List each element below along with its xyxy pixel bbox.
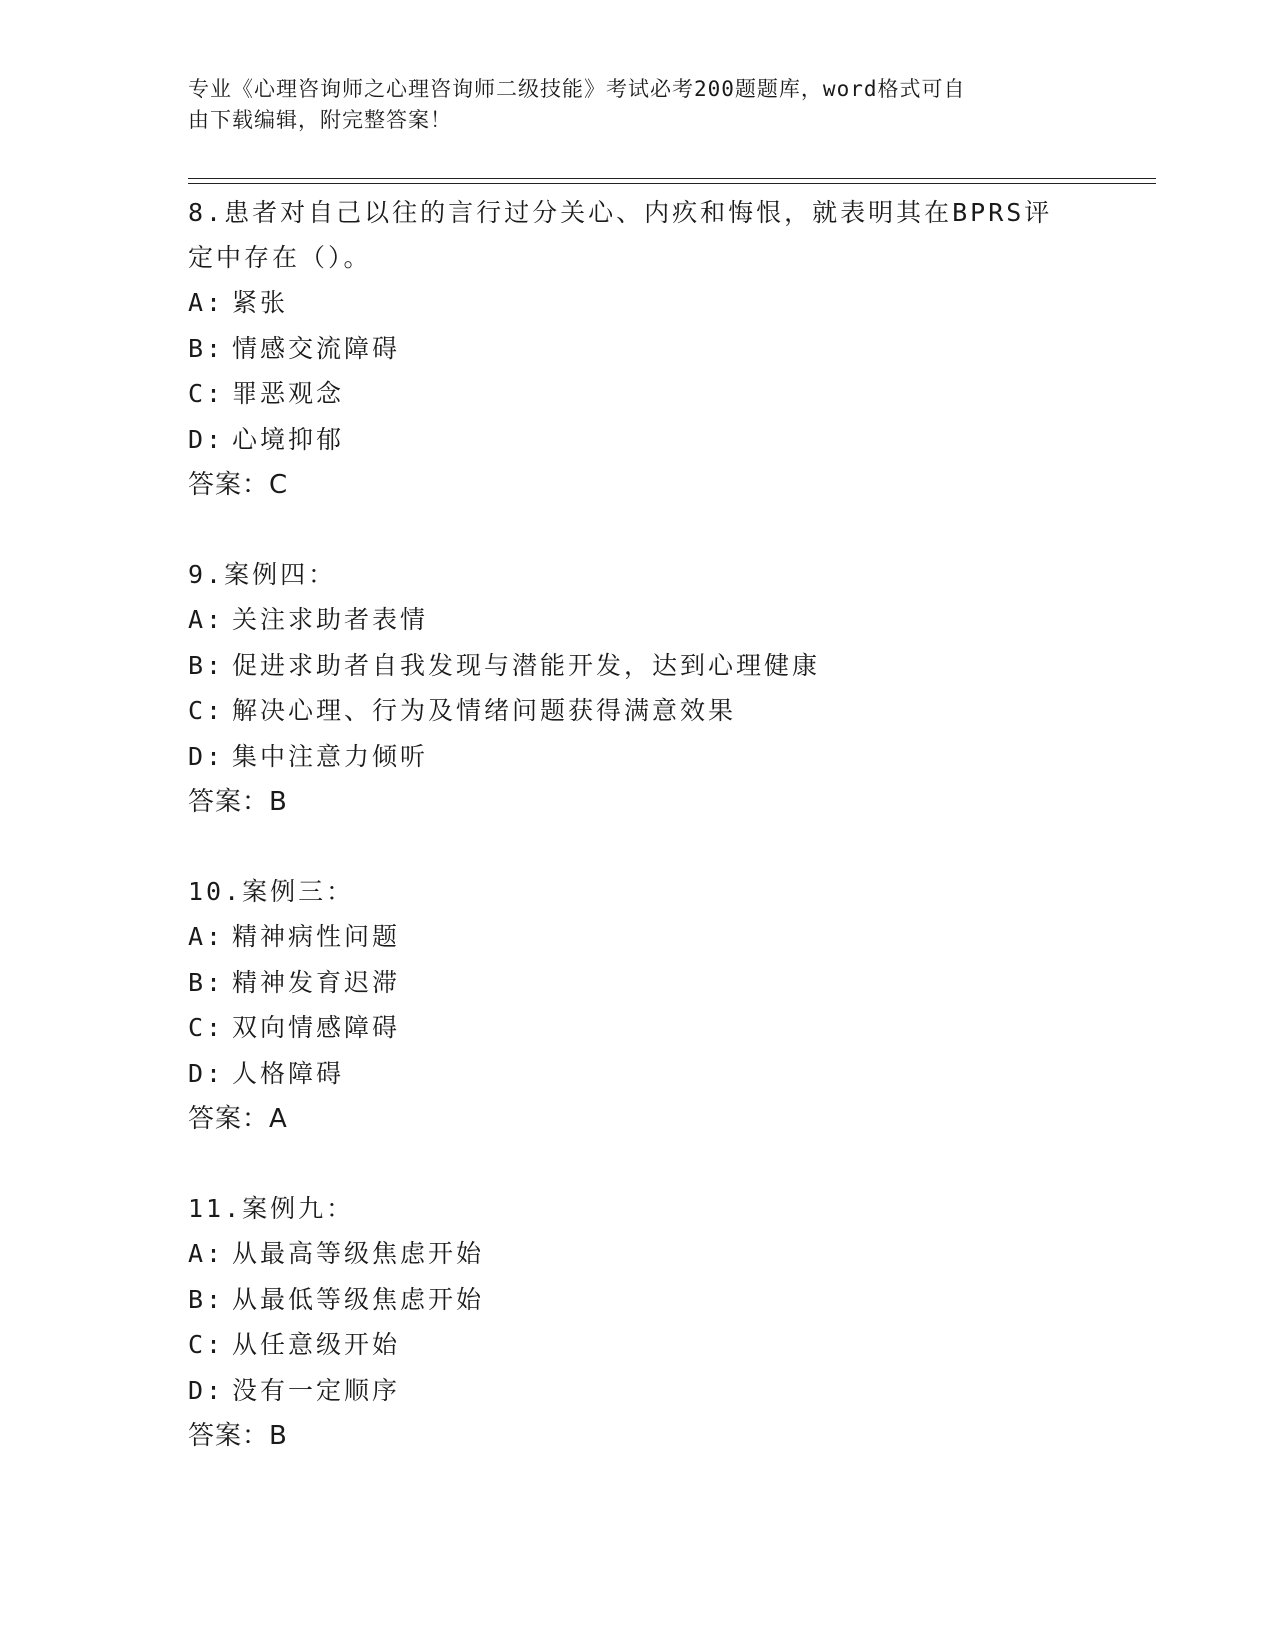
question-9 (188, 552, 1088, 825)
option-key: B: (188, 333, 225, 363)
answer-line: 答案：B (188, 1421, 288, 1451)
option-text: 关注求助者表情 (232, 605, 429, 634)
option-key: C: (188, 1013, 225, 1042)
option-key: A: (188, 605, 225, 634)
header-line-2: 由下载编辑，附完整答案！ (188, 108, 452, 132)
option-key: D: (188, 1058, 225, 1088)
option-a (188, 914, 1088, 960)
question-list (188, 190, 1088, 1503)
header-divider-bottom (188, 183, 1156, 184)
option-b (188, 1277, 1088, 1323)
option-key: D: (188, 424, 225, 454)
option-b (188, 326, 1088, 372)
option-key: B: (188, 1284, 225, 1314)
option-key: C: (188, 379, 225, 408)
option-text: 从最高等级焦虑开始 (232, 1239, 485, 1268)
option-text: 集中注意力倾听 (232, 741, 429, 771)
option-text: 心境抑郁 (232, 424, 345, 454)
option-text: 紧张 (232, 288, 289, 317)
option-key: D: (188, 1375, 225, 1405)
option-d (188, 1368, 1088, 1414)
option-key: B: (188, 967, 225, 997)
answer-line: 答案：A (188, 1104, 288, 1134)
option-key: B: (188, 650, 225, 680)
question-11 (188, 1186, 1088, 1459)
header-divider-top (188, 178, 1156, 179)
answer-line: 答案：B (188, 787, 288, 817)
option-key: A: (188, 1239, 225, 1268)
option-text: 精神病性问题 (232, 922, 401, 951)
option-key: D: (188, 741, 225, 771)
option-d (188, 417, 1088, 463)
question-stem: 9.案例四： (188, 560, 337, 589)
option-text: 解决心理、行为及情绪问题获得满意效果 (232, 696, 737, 725)
option-c (188, 688, 1088, 734)
question-stem: 10.案例三： (188, 877, 355, 906)
question-stem: 11.案例九： (188, 1194, 355, 1223)
option-a (188, 280, 1088, 326)
option-text: 精神发育迟滞 (232, 967, 401, 997)
option-key: A: (188, 922, 225, 951)
option-text: 罪恶观念 (232, 379, 345, 408)
option-d (188, 1051, 1088, 1097)
document-header (188, 74, 1068, 136)
question-stem-line-2: 定中存在（）。 (188, 243, 372, 272)
option-key: C: (188, 696, 225, 725)
option-text: 情感交流障碍 (232, 333, 401, 363)
question-10 (188, 869, 1088, 1142)
option-c (188, 1322, 1088, 1368)
option-text: 从最低等级焦虑开始 (232, 1284, 485, 1314)
option-key: A: (188, 288, 225, 317)
answer-line: 答案：C (188, 470, 289, 500)
option-c (188, 1005, 1088, 1051)
option-text: 促进求助者自我发现与潜能开发，达到心理健康 (232, 650, 821, 680)
option-a (188, 1231, 1088, 1277)
option-text: 没有一定顺序 (232, 1375, 401, 1405)
option-text: 人格障碍 (232, 1058, 345, 1088)
question-8 (188, 190, 1088, 508)
option-a (188, 597, 1088, 643)
option-text: 从任意级开始 (232, 1330, 401, 1359)
option-d (188, 734, 1088, 780)
option-b (188, 643, 1088, 689)
question-stem (188, 190, 1088, 280)
option-b (188, 960, 1088, 1006)
option-key: C: (188, 1330, 225, 1359)
option-c (188, 371, 1088, 417)
question-stem-line-1: 8.患者对自己以往的言行过分关心、内疚和悔恨，就表明其在BPRS评 (188, 198, 1053, 227)
option-text: 双向情感障碍 (232, 1013, 401, 1042)
header-line-1: 专业《心理咨询师之心理咨询师二级技能》考试必考200题题库，word格式可自 (188, 77, 966, 101)
